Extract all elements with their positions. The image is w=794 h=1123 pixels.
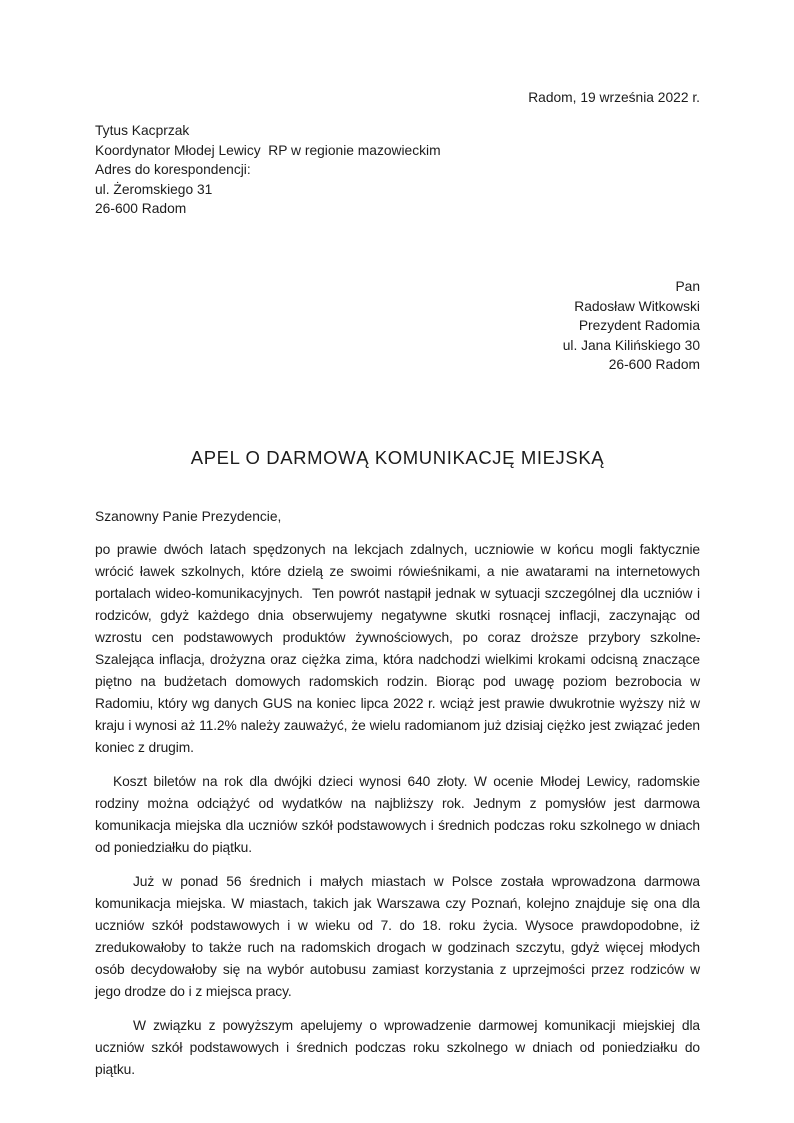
- letter-title: APEL O DARMOWĄ KOMUNIKACJĘ MIEJSKĄ: [190, 446, 605, 468]
- recipient-name: Radosław Witkowski: [574, 298, 700, 314]
- paragraph-1-text-after-strike: Szalejąca inflacja, drożyzna oraz ciężka zima, która nadchodzi wielkimi krokami odcisną znaczące piętno na budżetach domowych radomskich rodzin. Biorąc pod uwagę poziom bezrobocia w Radomiu, który wg danych GUS na koniec lipca 2022 r. wciąż jest prawie dwukrotnie wyższy niż w kraju i wynosi aż 11.2% należy zauważyć, że wielu radomianom już dzisiaj ciężko jest związać jeden koniec z drugim.: [95, 651, 700, 755]
- struck-period: .: [696, 629, 700, 645]
- recipient-block: [95, 277, 700, 375]
- recipient-street: ul. Jana Kilińskiego 30: [562, 337, 700, 353]
- salutation: Szanowny Panie Prezydencie,: [95, 508, 282, 524]
- recipient-role: Prezydent Radomia: [578, 318, 700, 334]
- sender-block: [95, 121, 700, 219]
- sender-street: ul. Żeromskiego 31: [95, 181, 213, 197]
- recipient-city: 26-600 Radom: [608, 357, 700, 373]
- paragraph-3: Już w ponad 56 średnich i małych miastach w Polsce została wprowadzona darmowa komunikacja miejska. W miastach, takich jak Warszawa czy Poznań, kolejno znajduje się ona dla uczniów szkół podstawowych i w wieku od 7. do 18. roku życia. Wysoce prawdopodobne, iż zredukowałoby to także ruch na radomskich drogach w godzinach szczytu, gdyż więcej młodych osób decydowałoby się na wybór autobusu zamiast korzystania z uprzejmości przez rodziców w jego drodze do i z miejsca pracy.: [95, 873, 700, 999]
- sender-name: Tytus Kacprzak: [95, 123, 190, 138]
- sender-address-label: Adres do korespondencji:: [95, 162, 251, 178]
- paragraph-1: [95, 539, 700, 759]
- paragraph-1-text-before-strike: po prawie dwóch latach spędzonych na lekcjach zdalnych, uczniowie w końcu mogli faktycznie wrócić ławek szkolnych, które dzielą ze swoimi rówieśnikami, a nie awatarami na internetowych portalach wideo-komunikacyjnych. Ten powrót nastąpił jednak w sytuacji szczególnej dla uczniów i rodziców, gdyż każdego dnia obserwujemy negatywne skutki rosnącej inflacji, zaczynając od wzrostu cen podstawowych produktów żywnościowych, po coraz droższe przybory szkolne: [95, 541, 700, 645]
- paragraph-4: W związku z powyższym apelujemy o wprowadzenie darmowej komunikacji miejskiej dla uczniów szkół podstawowych i średnich podczas roku szkolnego w dniach od poniedziałku do piątku.: [95, 1017, 700, 1077]
- paragraph-2: Koszt biletów na rok dla dwójki dzieci wynosi 640 złoty. W ocenie Młodej Lewicy, radomskie rodziny można odciążyć od wydatków na najbliższy rok. Jednym z pomysłów jest darmowa komunikacja miejska dla uczniów szkół podstawowych i średnich podczas roku szkolnego w dniach od poniedziałku do piątku.: [95, 773, 700, 855]
- sender-city: 26-600 Radom: [95, 201, 187, 217]
- date-line: Radom, 19 września 2022 r.: [528, 90, 700, 105]
- sender-role: Koordynator Młodej Lewicy RP w regionie mazowieckim: [95, 142, 441, 158]
- recipient-honorific: Pan: [675, 278, 700, 294]
